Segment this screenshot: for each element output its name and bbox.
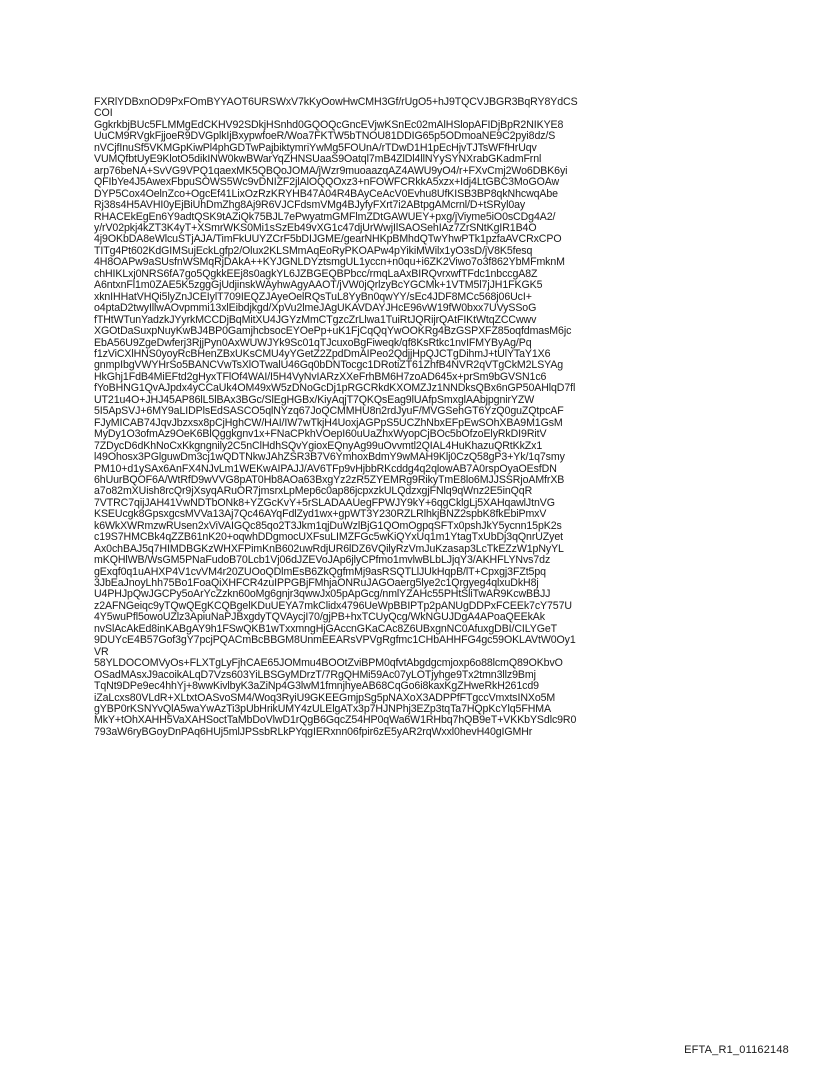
text-line: HkGhj1FdB4MiEFtd2gHyxTFlOf4WAI/I5H4VyNvIARzXXeFrhBM6H7zoAD645x+prSm9bGVSN1c6: [94, 371, 547, 383]
text-line: COI: [94, 108, 113, 120]
text-line: xknIHHatVHQi5lyZnJCEIylT709IEQZJAyeOelRQsTuL8YyBn0qwYY/sEc4JDF8MCc568j06UcI+: [94, 291, 532, 303]
text-line: DYP5Cox4OelnZco+OgcEf41LixOzRzKRYHB47A04R4BAyCeAcV0Evhu8UfKISB3BP8qkNhcwqAbe: [94, 188, 558, 200]
text-line: f1zViCXlHNS0yoyRcBHenZBxUKsCMU4yYGetZ2ZpdDmAIPeo2QdjjHpQJCTgDihmJ+tUlYTaY1X6: [94, 348, 551, 360]
text-line: TITg4Pt602KdGIMSujEckLgfp2/Olux2KLSMmAqEoRyPKOAPw4pYikiMWilx1yO3sD/jV8K5fesq: [94, 245, 533, 257]
text-line: FXRlYDBxnOD9PxFOmBYYAOT6URSWxV7kKyOowHwCMH3Gf/rUgO5+hJ9TQCVJBGR3BqRY8YdCS: [94, 97, 578, 108]
text-line: o4ptaD2twyIllwAOvpmmi13xlEibdjkgd/XpVu2lmeJAgUKAVDAYJHcE96vW19fW0bxx7UVySSoG: [94, 303, 537, 315]
text-line: UT21u4O+JHJ45AP86lL5lBAx3BGc/SlEgHGBx/KiyAqjT7QKQsEag9lUAfpSmxglAAbjpgnirYZW: [94, 394, 535, 406]
text-line: 5I5ApSVJ+6MY9aLIDPlsEdSASCO5qlNYzq67JoQCMMHU8n2rdJyuF/MVGSehGT6YzQ0guZQtpcAF: [94, 406, 564, 418]
text-line: 793aW6ryBGoyDnPAq6HUj5mlJPSsbRLkPYqgIERxnn06fpir6zE5yAR2rqWxxl0hevH40gIGMHr: [94, 726, 533, 738]
text-line: c19S7HMCBk4qZZB61nK20+oqwhDDgmocUXFsuLIMZFGc5wKiQYxUq1m1YtagTxUbDj3qQnrUZyet: [94, 532, 563, 544]
text-line: XGOtDaSuxpNuyKwBJ4BP0GamjhcbsocEYOePp+uK1FjCqQqYwOOKRg4BzGSPXFZ85oqfdmasM6jc: [94, 326, 572, 338]
text-line: 4H8OAPw9aSUsfnWSMqRjDAkA++KYJGNLDYztsmgUL1yccn+n0qu+i6ZK2Viwo7o3f862YbMFmknM: [94, 257, 565, 269]
text-line: VR: [94, 646, 109, 658]
text-line: U4PHJpQwJGCPy5oArYcZzkn60oMg6gnjr3qwwJx05pApGcg/nmlYZAHc55PHtSliTwAR9KcwBBJJ: [94, 589, 551, 601]
text-line: nVCjfInuSf5VKMGpKiwPl4phGDTwPajbiktymriYwMg5FOUnA/rTDwD1H1pEcHjvTJTsWFfHrUqv: [94, 142, 537, 154]
text-line: TqNt9DPe9ec4hhYj+8wwKivlbyK3aZiNp4G3lwM1fmnjhyeAB68CqGo6i8kaxKgZHweRkH261cd9: [94, 681, 539, 693]
text-line: PM10+d1ySAx6AnFX4NJvLm1WEKwAIPAJJ/AV6TFp9vHjbbRKcddg4q2qlowAB7A0rspOyaOEsfDN: [94, 463, 557, 475]
text-line: GgkrkbjBUc5FLMMgEdCKHV92SDkjHSnhd0GQOQcGncEVjwKSnEc02mAlHSlopAFIDjBpR2NIKYE8: [94, 119, 564, 131]
text-line: EbA56U9ZgeDwferj3RjjPyn0AxWUWJYk9Sc01qTJcuxoBgFiweqk/qf8KsRtkc1nvIFMYByAg/Pq: [94, 337, 532, 349]
text-line: 58YLDOCOMVyOs+FLXTgLyFjhCAE65JOMmu4BOOtZviBPM0qfvtAbgdgcmjoxp6o88lcmQ89OKbvO: [94, 658, 563, 670]
text-line: 7ZDycD6dKhNoCxKkgngnily2C5nClHdhSQvYgioxEQnyAg99uOvvmtl2QIAL4HuKhazuQRtKkZx1: [94, 440, 543, 452]
text-line: MyDy1O3ofmAz9OeK6BlQggkgnv1x+FNaCPkhVOepI60uUaZhxWyopCjBOc5bOfzoElyRkDI9RitV: [94, 429, 547, 441]
text-line: z2AFNGeiqc9yTQwQEgKCQBgelKDuUEYA7mkClidx4796UeWpBBIPTp2pANUgDDPxFCEEk7cY757U: [94, 600, 572, 612]
text-line: iZaLcxs80VLdR+XLtxtOASvoSM4/Woq3RyiU9GKEEGmjpSg5pNAXoX3ADPPfFTgccVmxtsINXo5M: [94, 692, 556, 704]
text-line: gnmpIbgVWYHrSo5BANCVwTsXlOTwalU46Gq0bDNTocgc1DRotiZT61ZhfB4NVR2qVTgCkM2LSYAg: [94, 360, 564, 372]
text-line: 4j9OKbDA8eWlcuSTjAJA/TimFkUUYZCrF5bDIJGME/gearNHKpBMhdQTwYhwPTk1pzfaAVCRxCPO: [94, 234, 562, 246]
text-line: RHACEkEgEn6Y9adtQSK9tAZiQk75BJL7ePwyatmGMFlmZDtGAWUEY+pxg/jViyme5iO0sCDg4A2/: [94, 211, 556, 223]
text-line: OSadMAsxJ9acoikALqD7Vzs603YiLBSGyMDrzT/7RgQHMi59Ac07yLOTjyhge9Tx2tmn3llz9Bmj: [94, 669, 536, 681]
text-line: 6hUurBQOF6A/WtRfD9wVVG8pAT0Hb8AOa63BxgYz2zR5ZYEMRg9RikyTmE8lo6MJJSSRjoAMfrXB: [94, 474, 565, 486]
text-line: UuCM9RVgkFjjoeR9DVGplkIjBxypwfoeR/Woa7FKTW5bTNOU81DDIG65p5ODmoaNE9C2pyi8dz/S: [94, 131, 556, 143]
text-line: y/rV02pkj4kZT3K4yT+XSmrWKS0Mi1sSzEb49vXG1c47djUrWwjIlSAOSehIAz7ZrSNtKgIR1B4O: [94, 222, 537, 234]
text-line: FJyMICAB74JqvJbzxsx8pCjHghCW/HAI/IW7wTkjH4UoxjAGPpS5UCZhNbxEFpEwSOhXBA9M1GsM: [94, 417, 563, 429]
text-line: Rj38s4H5AVHI0yEjBiUhDmZhg8Aj9R6VJCFdsmVMg4BJyfyFXrt7i2ABtpgAMcrnl/D+tSRyl0ay: [94, 200, 526, 212]
text-line: gExqf0q1uAHXP4V1cvVM4r20ZUOoQDlmEsB6ZkQgfmMj9asRSQTLlJUkHqpB/lT+Cpxgj3FZt5pq: [94, 566, 546, 578]
text-line: Ax0chBAJ5q7HIMDBGKzWHXFPimKnB602uwRdjUR6lDZ6VQilyRzVmJuKzasap3LcTkEZzW1pNyYL: [94, 543, 564, 555]
text-line: gYBP0rKSNYvQlA5waYwAzTi3pUbHrikUMY4zULElgATx3p7HJNPhj3EZp3tqTa7HQpKcYlq5FHMA: [94, 704, 551, 716]
document-id: EFTA_R1_01162148: [684, 1044, 789, 1056]
text-line: VUMQfbtUyE9KlotO5dikINW0kwBWarYqZHNSUaaS9Oatql7mB4ZlDl4llNYySYNXrabGKadmFrnl: [94, 154, 542, 166]
text-line: 7VTRC7qijJAH41VwNDTbONk8+YZGcKvY+5rSLADAAUegFPWJY9kY+6qgCklgLj5XAHqawlJtnVG: [94, 497, 555, 509]
text-line: k6WkXWRmzwRUsen2xViVAIGQc85qo2T3Jkm1qjDuWzlBjG1QOmOgpqSFTx0pshJkY5ycnn15pK2s: [94, 520, 562, 532]
text-line: a7o82mXUish8rcQr9jXsyqARuOR7jmsrxLpMep6c0ap86jcpxzkULQdzxgjFNlq9qWnz2E5inQqR: [94, 486, 533, 498]
text-line: QFIbYe4J5AwexFbpuSOWS5Wc9vDNIZF2jlAlOQQOxz3+nFOWFCRkkA5xzx+Idj4LtGBC3MoGOAw: [94, 177, 560, 189]
text-line: MkY+tOhXAHH5VaXAHSoctTaMbDoVlwD1rQgB6GqcZ54HP0qWa6W1RHbq7hQB9eT+VKKbYSdlc9R0: [94, 715, 577, 727]
text-line: fTHtWTunYadzkJYyrkMCCDjBqMitXU4JGYzMmCTgzcZrLlwa1TuiRtJQRijrQAtFIKtWtqZCCwwv: [94, 314, 537, 326]
text-line: arp76beNA+SvVG9VPQ1qaexMK5QBQoJOMA/jWzr9muoaazqAZ4AWU9yO4/r+FXvCmj2Wo6DBK6yi: [94, 165, 568, 177]
text-line: chHIKLxj0NRS6fA7go5QgkkEEj8s0agkYL6JZBGEQBPbcc/rmqLaAxBIRQvrxwfTFdc1nbccgA8Z: [94, 268, 538, 280]
text-line: nvSlAcAkEd8inKABgAY9h1FSwQKB1wTxxmngHjGAccnGKaCAc8Z6UBxgnNC0AfuxgDBI/CILYGeT: [94, 623, 558, 635]
text-line: A6ntxnFl1m0ZAE5K5zggGjUdjinskWAyhwAgyAAOT/jVW0jQrlzyBcYGCMk+1VTM5l7jJH1FKGK5: [94, 280, 543, 292]
text-line: fYoBHNG1QvAJpdx4yCCaUk4OM49xW5zDNoGcDj1pRGCRkdKXOMZJz1NNDksQBx6nGP50AHlqD7fl: [94, 383, 576, 395]
encoded-text-block: [94, 97, 754, 738]
text-line: 4Y5wuPfl5owoUZlz3ApiuNaPJBxgdyTQVAycjI70/gjPB+hxTCUyQcg/WkNGUJDgA4APoaQEEkAk: [94, 612, 545, 624]
text-line: 3JbEaJnoyLhh75Bo1FoaQiXHFCR4zuIPPGBjFMhjaONRuJAGOaerg5lye2c1Qrgyeg4qlxuDkH8j: [94, 578, 539, 590]
text-line: KSEUcgk8GpsxgcsMVVa13Aj7Qc46AYqFdlZyd1wx+gpWT3Y230RZLRlhkjBNZ2spbK8fkEbiPmxV: [94, 509, 547, 521]
text-line: 9DUYcE4B57Gof3gY7pcjPQACmBcBBGM8UnmEEARsVPVgRgfmc1CHbAHHFG4gc59OKLAVtW0Oy1: [94, 635, 576, 647]
text-line: l49Ohosx3PGlguwDm3cj1wQDTNkwJAhZSR3B7V6YmhoxBdmY9wMAH9Klj0CzQ58gP3+Yk/1q7smy: [94, 452, 565, 464]
text-line: mKQHlWB/WsGM5PNaFudoB70Lcb1Vj06dJZEVoJAp6jlyCPfmo1mvlwBLbLJjqY3/AKHFLYNvs7dz: [94, 555, 551, 567]
